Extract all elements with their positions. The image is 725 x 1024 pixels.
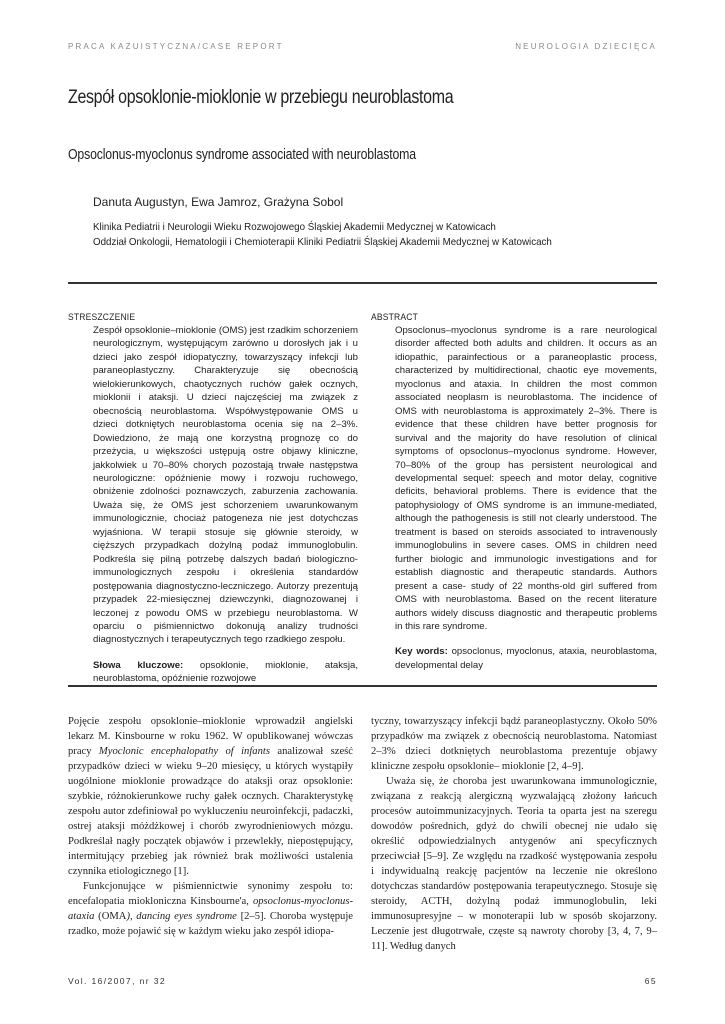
abstract-en-heading: ABSTRACT [371, 312, 419, 323]
text-run: analizował sześć przypadków dzieci w wieku 9–20 miesięcy, u których wystąpiły uogólnione mioklonie prowadzące do ataksji oraz opsoklonie: szybkie, różnokierunkowe ruchy gałek ocznych. Charakterystykę zespołu autor zdefiniował po wykluczeniu neuroinfekcji, padaczki, ostrej ataksji móżdżkowej i chorób zwyrodnieniowych mózgu. Podkreślał nagły początek objawów i przewlekły, niepostępujący, intermitujący przebieg jak również brak możliwości ustalenia czynnika etiologicznego [1]. [68, 746, 353, 877]
title-english: Opsoclonus-myoclonus syndrome associated with neuroblastoma [68, 146, 416, 163]
body-paragraph [68, 879, 353, 939]
abstract-pl [93, 324, 358, 686]
keywords-en [395, 645, 657, 672]
text-run: Uważa się, że choroba jest uwarunkowana immunologicznie, związana z reakcją alergiczną wyzwalającą złożony łańcuch procesów autoimmunizacyjnych. Teoria ta oparta jest na szeregu dowodów pośrednich, gdyż do chwili obecnej nie udało się określić odpowiedzialnych antygenów ani specyficznych przeciwciał [5–9]. Ze względu na rzadkość występowania zespołu i indywidualną reakcję pacjentów na leczenie nie określono dotychczas standardów postępowania terapeutycznego. Stosuje się steroidy, ACTH, dożylną podaż immunoglobulin, leki immunosupresyjne – w monoterapii lub w sposób skojarzony. Leczenie jest długotrwałe, częste są nawroty choroby [3, 4, 7, 9–11]. Według danych [371, 776, 657, 952]
keywords-pl-label: Słowa kluczowe: [93, 659, 184, 671]
footer-volume: Vol. 16/2007, nr 32 [68, 976, 166, 986]
text-run: tyczny, towarzyszący infekcji bądź paraneoplastyczny. Około 50% przypadków ma związek z obecnością neuroblastoma. Natomiast 2–3% dzieci dotkniętych neuroblastoma prezentuje objawy kliniczne zespołu opsoklonie– mioklonie [2, 4–9]. [371, 716, 657, 772]
keywords-pl-text: opsoklonie, mioklonie, ataksja, neuroblastoma, opóźnienie rozwojowe [93, 659, 358, 685]
abstract-en-text: Opsoclonus–myoclonus syndrome is a rare neurological disorder affected both adults and children. It occurs as an idiopathic, parainfectious or a paraneoplastic process, characterized by multidirectional, chaotic eye movements, myoclonus and ataxia. In children the most common associated neoplasm is neuroblastoma. The incidence of OMS with neuroblastoma is approximately 2–3%. There is evidence that these children have better prognosis for survival and the majority do have resolution of clinical symptoms of opsoclonus–myoclonus syndrome. However, 70–80% of the group has persistent neurological and developmental sequel: speech and motor delay, cognitive deficits, behavioral problems. There is evidence that the patophysiology of OMS syndrome is an immune-mediated, although the pathogenesis is still not clearly understood. The treatment is based on steroids associated to intravenously immunoglobulins in severe cases. OMS in children need further biologic and immunologic investigations and for establish diagnostic and therapeutic standards. Authors present a case- study of 22 months-old girl suffered from OMS with neuroblastoma. Based on the recent literature authors widely discuss diagnostic and therapeutic problems in this rare syndrome. [395, 325, 657, 632]
page-number: 65 [644, 976, 657, 986]
running-head-right: NEUROLOGIA DZIECIĘCA [515, 42, 657, 51]
bottom-divider [68, 685, 657, 687]
authors: Danuta Augustyn, Ewa Jamroz, Grażyna Sobol [93, 195, 344, 209]
top-divider [68, 282, 657, 284]
text-run: (OMA [94, 911, 127, 922]
abstract-pl-text: Zespół opsoklonie–mioklonie (OMS) jest rzadkim schorzeniem neurologicznym, występującym zarówno u dorosłych jak i u dzieci jako zespół idiopatyczny, towarzyszący infekcji lub paraneoplastyczny. Charakteryzuje się obecnością wielokierunkowych, chaotycznych ruchów gałek ocznych, mioklonii i ataksji. U dzieci najczęściej ma związek z obecnością neuroblastoma. Współwystępowanie OMS u dzieci dotkniętych neuroblastoma ocenia się na 2–3%. Dowiedziono, że mają one korzystną prognozę co do przeżycia, u większości ustępują ostre objawy kliniczne, jakkolwiek u 70–80% chorych pozostają trwałe następstwa neurologiczne: opóźnienie mowy i rozwoju ruchowego, obniżenie zdolności poznawczych, zaburzenia zachowania. Uważa się, że OMS jest schorzeniem uwarunkowanym immunologicznie, chociaż patogeneza nie jest dotychczas wyjaśniona. W terapii stosuje się głównie steroidy, w cięższych przypadkach dożylną podaż immunoglobulin. Podkreśla się pilną potrzebę dalszych badań biologiczno-immunologicznych zespołu i określenia standardów postępowania diagnostyczno-leczniczego. Autorzy prezentują przypadek 22-miesięcznej dziewczynki, diagnozowanej i leczonej z powodu OMS w przebiegu neuroblastoma. W oparciu o piśmiennictwo dokonują analizy trudności diagnostycznych i terapeutycznych tego rzadkiego zespołu. [93, 325, 358, 646]
text-run: Pojęcie zespołu opsoklonie–mioklonie wprowadził angielski lekarz M. Kinsbourne w roku 1962. W opublikowanej wówczas pracy [68, 716, 353, 757]
keywords-en-text: opsoclonus, myoclonus, ataxia, neuroblastoma, developmental delay [395, 646, 657, 671]
affiliation-2: Oddział Onkologii, Hematologii i Chemioterapii Kliniki Pediatrii Śląskiej Akademii Medycznej w Katowicach [93, 237, 552, 248]
affiliation-1: Klinika Pediatrii i Neurologii Wieku Rozwojowego Śląskiej Akademii Medycznej w Katowicach [93, 222, 496, 233]
text-run: [2–5]. Choroba występuje rzadko, może pojawić się w każdym wieku jako zespół idiopa- [68, 911, 353, 937]
body-column-right [371, 714, 657, 954]
italic-run: ), dancing eyes syndrome [126, 911, 237, 922]
keywords-pl [93, 659, 358, 686]
body-paragraph [68, 714, 353, 879]
keywords-en-label: Key words: [395, 646, 448, 658]
italic-run: Myoclonic encephalopathy of infants [98, 746, 270, 757]
body-paragraph [371, 714, 657, 774]
title-polish: Zespół opsoklonie-mioklonie w przebiegu neuroblastoma [68, 86, 454, 108]
italic-run: opsoclonus-myoclonus-ataxia [68, 896, 353, 922]
abstract-en [395, 324, 657, 672]
body-column-left [68, 714, 353, 939]
running-head-left: PRACA KAZUISTYCZNA/CASE REPORT [68, 42, 284, 51]
abstract-pl-heading: STRESZCZENIE [68, 312, 136, 323]
body-paragraph [371, 774, 657, 954]
text-run: Funkcjonujące w piśmiennictwie synonimy zespołu to: encefalopatia miokloniczna Kinsbourne'a, [68, 881, 353, 907]
